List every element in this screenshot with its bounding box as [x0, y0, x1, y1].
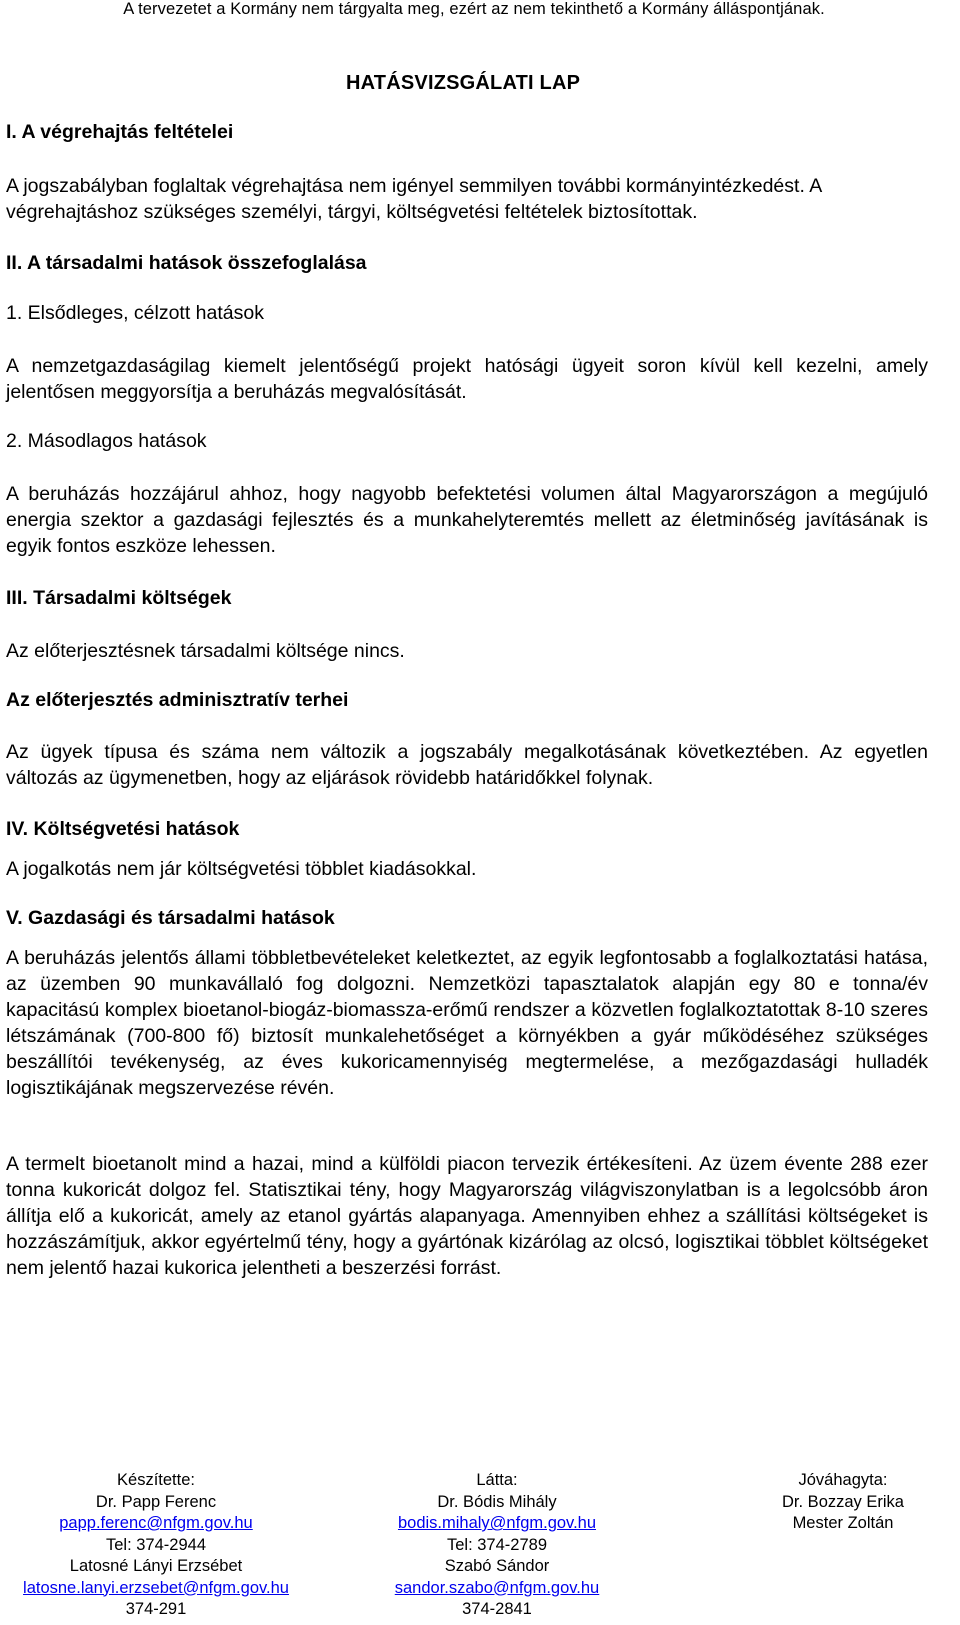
signature-seen: [352, 1470, 642, 1621]
signature-prepared: [6, 1470, 306, 1621]
email-link[interactable]: latosne.lanyi.erzsebet@nfgm.gov.hu: [23, 1578, 289, 1597]
section-3-text: Az előterjesztésnek társadalmi költsége nincs.: [6, 640, 405, 662]
section-2-text-2: A beruházás hozzájárul ahhoz, hogy nagyobb befektetési volumen által Magyarországon a megújuló energia szektor a gazdasági fejlesztés és a munkahelyteremtés mellett az életminőség javításának is egyik fontos eszköze lehessen.: [6, 483, 928, 557]
signature-approved: [738, 1470, 948, 1535]
section-1-title: I. A végrehajtás feltételei: [6, 121, 234, 143]
signature-name: Dr. Bozzay Erika: [782, 1492, 904, 1511]
signature-name: Dr. Bódis Mihály: [437, 1492, 557, 1511]
signature-name: Szabó Sándor: [444, 1557, 550, 1575]
phone-number: Tel: 374-2944: [106, 1535, 206, 1554]
disclaimer-header: A tervezetet a Kormány nem tárgyalta meg, ezért az nem tekinthető a Kormány álláspontjának.: [123, 0, 825, 18]
signature-label: Látta:: [476, 1471, 518, 1489]
admin-burden-title: Az előterjesztés adminisztratív terhei: [6, 689, 349, 711]
phone-number: 374-291: [125, 1600, 187, 1618]
email-link[interactable]: sandor.szabo@nfgm.gov.hu: [394, 1578, 600, 1597]
email-link[interactable]: bodis.mihaly@nfgm.gov.hu: [397, 1514, 597, 1532]
section-4-title: IV. Költségvetési hatások: [6, 818, 240, 840]
document-title: HATÁSVIZSGÁLATI LAP: [346, 72, 581, 94]
phone-number: 374-2841: [462, 1600, 532, 1618]
signature-name: Dr. Papp Ferenc: [95, 1492, 217, 1511]
signature-name: Latosné Lányi Erzsébet: [69, 1557, 243, 1575]
section-5-text-1: A beruházás jelentős állami többletbevételeket keletkeztet, az egyik legfontosabb a foglalkoztatási hatása, az üzemben 90 munkavállaló fog dolgozni. Nemzetközi tapasztalatok alapján egy 80 e tonna/év kapacitású komplex bioetanol-biogáz-biomassza-erőmű rendszer a közvetlen foglalkoztatottak 8-10 szeres létszámának (700-800 fő) biztosít munkalehetőséget a környékben a gyár működéséhez szükséges beszállítói tevékenység, az éves kukoricamennyiség megtermelése, a mezőgazdasági hulladék logisztikájának megszervezése révén.: [6, 947, 928, 1099]
section-2-title: II. A társadalmi hatások összefoglalása: [6, 252, 367, 274]
section-5-title: V. Gazdasági és társadalmi hatások: [6, 907, 335, 929]
section-2-text-1: A nemzetgazdaságilag kiemelt jelentőségű projekt hatósági ügyeit soron kívül kell kezelni, amely jelentősen meggyorsítja a beruházás megvalósítását.: [6, 355, 928, 403]
section-1-text: A jogszabályban foglaltak végrehajtása nem igényel semmilyen további kormányintézkedést. A végrehajtáshoz szükséges személyi, tárgyi, költségvetési feltételek biztosítottak.: [6, 175, 822, 223]
signature-name: Mester Zoltán: [792, 1514, 894, 1532]
section-5-text-2: A termelt bioetanolt mind a hazai, mind a külföldi piacon tervezik értékesíteni. Az üzem évente 288 ezer tonna kukoricát dolgoz fel. Statisztikai tény, hogy Magyarország világviszonylatban is a legolcsóbb áron állítja elő a kukoricát, amely az etanol gyártás alapanyaga. Amennyiben ehhez a szállítási költségeket is hozzászámítjuk, akkor egyértelmű tény, hogy a gyártónak kizárólag az olcsó, logisztikai többlet költségeket nem jelentő hazai kukorica jelentheti a beszerzési forrást.: [6, 1153, 928, 1279]
signature-label: Jóváhagyta:: [798, 1471, 888, 1489]
email-link[interactable]: papp.ferenc@nfgm.gov.hu: [59, 1514, 253, 1532]
section-3-title: III. Társadalmi költségek: [6, 587, 232, 609]
signature-label: Készítette:: [117, 1471, 195, 1489]
section-4-text: A jogalkotás nem jár költségvetési többlet kiadásokkal.: [6, 858, 477, 880]
section-2-sub-1: 1. Elsődleges, célzott hatások: [6, 302, 264, 324]
admin-burden-text: Az ügyek típusa és száma nem változik a jogszabály megalkotásának következtében. Az egyetlen változás az ügymenetben, hogy az eljárások rövidebb határidőkkel folynak.: [6, 741, 928, 789]
section-2-sub-2: 2. Másodlagos hatások: [6, 430, 207, 452]
phone-number: Tel: 374-2789: [447, 1535, 547, 1554]
